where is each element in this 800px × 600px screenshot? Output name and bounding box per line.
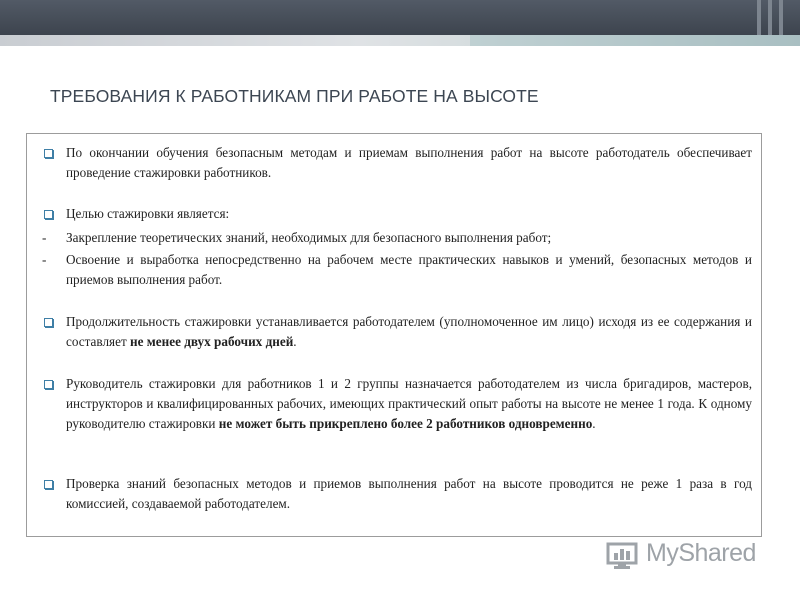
list-item xyxy=(40,143,752,183)
myshared-logo xyxy=(606,537,776,571)
header-stripe xyxy=(768,0,772,35)
header-stripe xyxy=(779,0,783,35)
dash-marker: - xyxy=(42,252,47,267)
logo-text: MyShared xyxy=(646,539,756,567)
item-text: По окончании обучения безопасным методам и приемам выполнения работ на высоте работодатель обеспечивает проведение стажировки работников. xyxy=(66,145,752,180)
checkbox-bullet-icon xyxy=(44,318,53,327)
list-item xyxy=(40,474,752,514)
item-text: Освоение и выработка непосредственно на рабочем месте практических навыков и умений, безопасных методов и приемов выполнения работ. xyxy=(66,252,752,287)
dash-marker: - xyxy=(42,230,47,245)
list-item xyxy=(40,204,752,224)
checkbox-bullet-icon xyxy=(44,480,53,489)
header-stripe xyxy=(757,0,761,35)
list-item xyxy=(40,250,752,290)
checkbox-bullet-icon xyxy=(44,380,53,389)
list-item xyxy=(40,312,752,352)
list-item xyxy=(40,228,752,248)
header-sub-bar-accent xyxy=(470,35,800,46)
slide-title: ТРЕБОВАНИЯ К РАБОТНИКАМ ПРИ РАБОТЕ НА ВЫСОТЕ xyxy=(50,86,539,106)
checkbox-bullet-icon xyxy=(44,210,53,219)
myshared-logo-icon xyxy=(606,541,640,569)
checkbox-bullet-icon xyxy=(44,149,53,158)
emphasis-text: не менее двух рабочих дней xyxy=(130,334,294,349)
list-item xyxy=(40,374,752,434)
top-header-bar xyxy=(0,0,800,35)
item-text: Целью стажировки является: xyxy=(66,206,230,221)
item-text: Руководитель стажировки для работников 1 и 2 группы назначается работодателем из числа бригадиров, мастеров, инструкторов и квалифицированных рабочих, имеющих практический опыт работы на высоте не менее 1 года. К одному руководителю стажировки не может быть прикреплено более 2 работников одновременно. xyxy=(66,376,752,431)
item-text: Закрепление теоретических знаний, необходимых для безопасного выполнения работ; xyxy=(66,230,552,245)
item-text: Продолжительность стажировки устанавливается работодателем (уполномоченное им лицо) исходя из ее содержания и составляет не менее двух рабочих дней. xyxy=(66,314,752,349)
emphasis-text: не может быть прикреплено более 2 работников одновременно xyxy=(218,416,593,431)
item-text: Проверка знаний безопасных методов и приемов выполнения работ на высоте проводится не реже 1 раза в год комиссией, создаваемой работодателем. xyxy=(66,476,752,511)
